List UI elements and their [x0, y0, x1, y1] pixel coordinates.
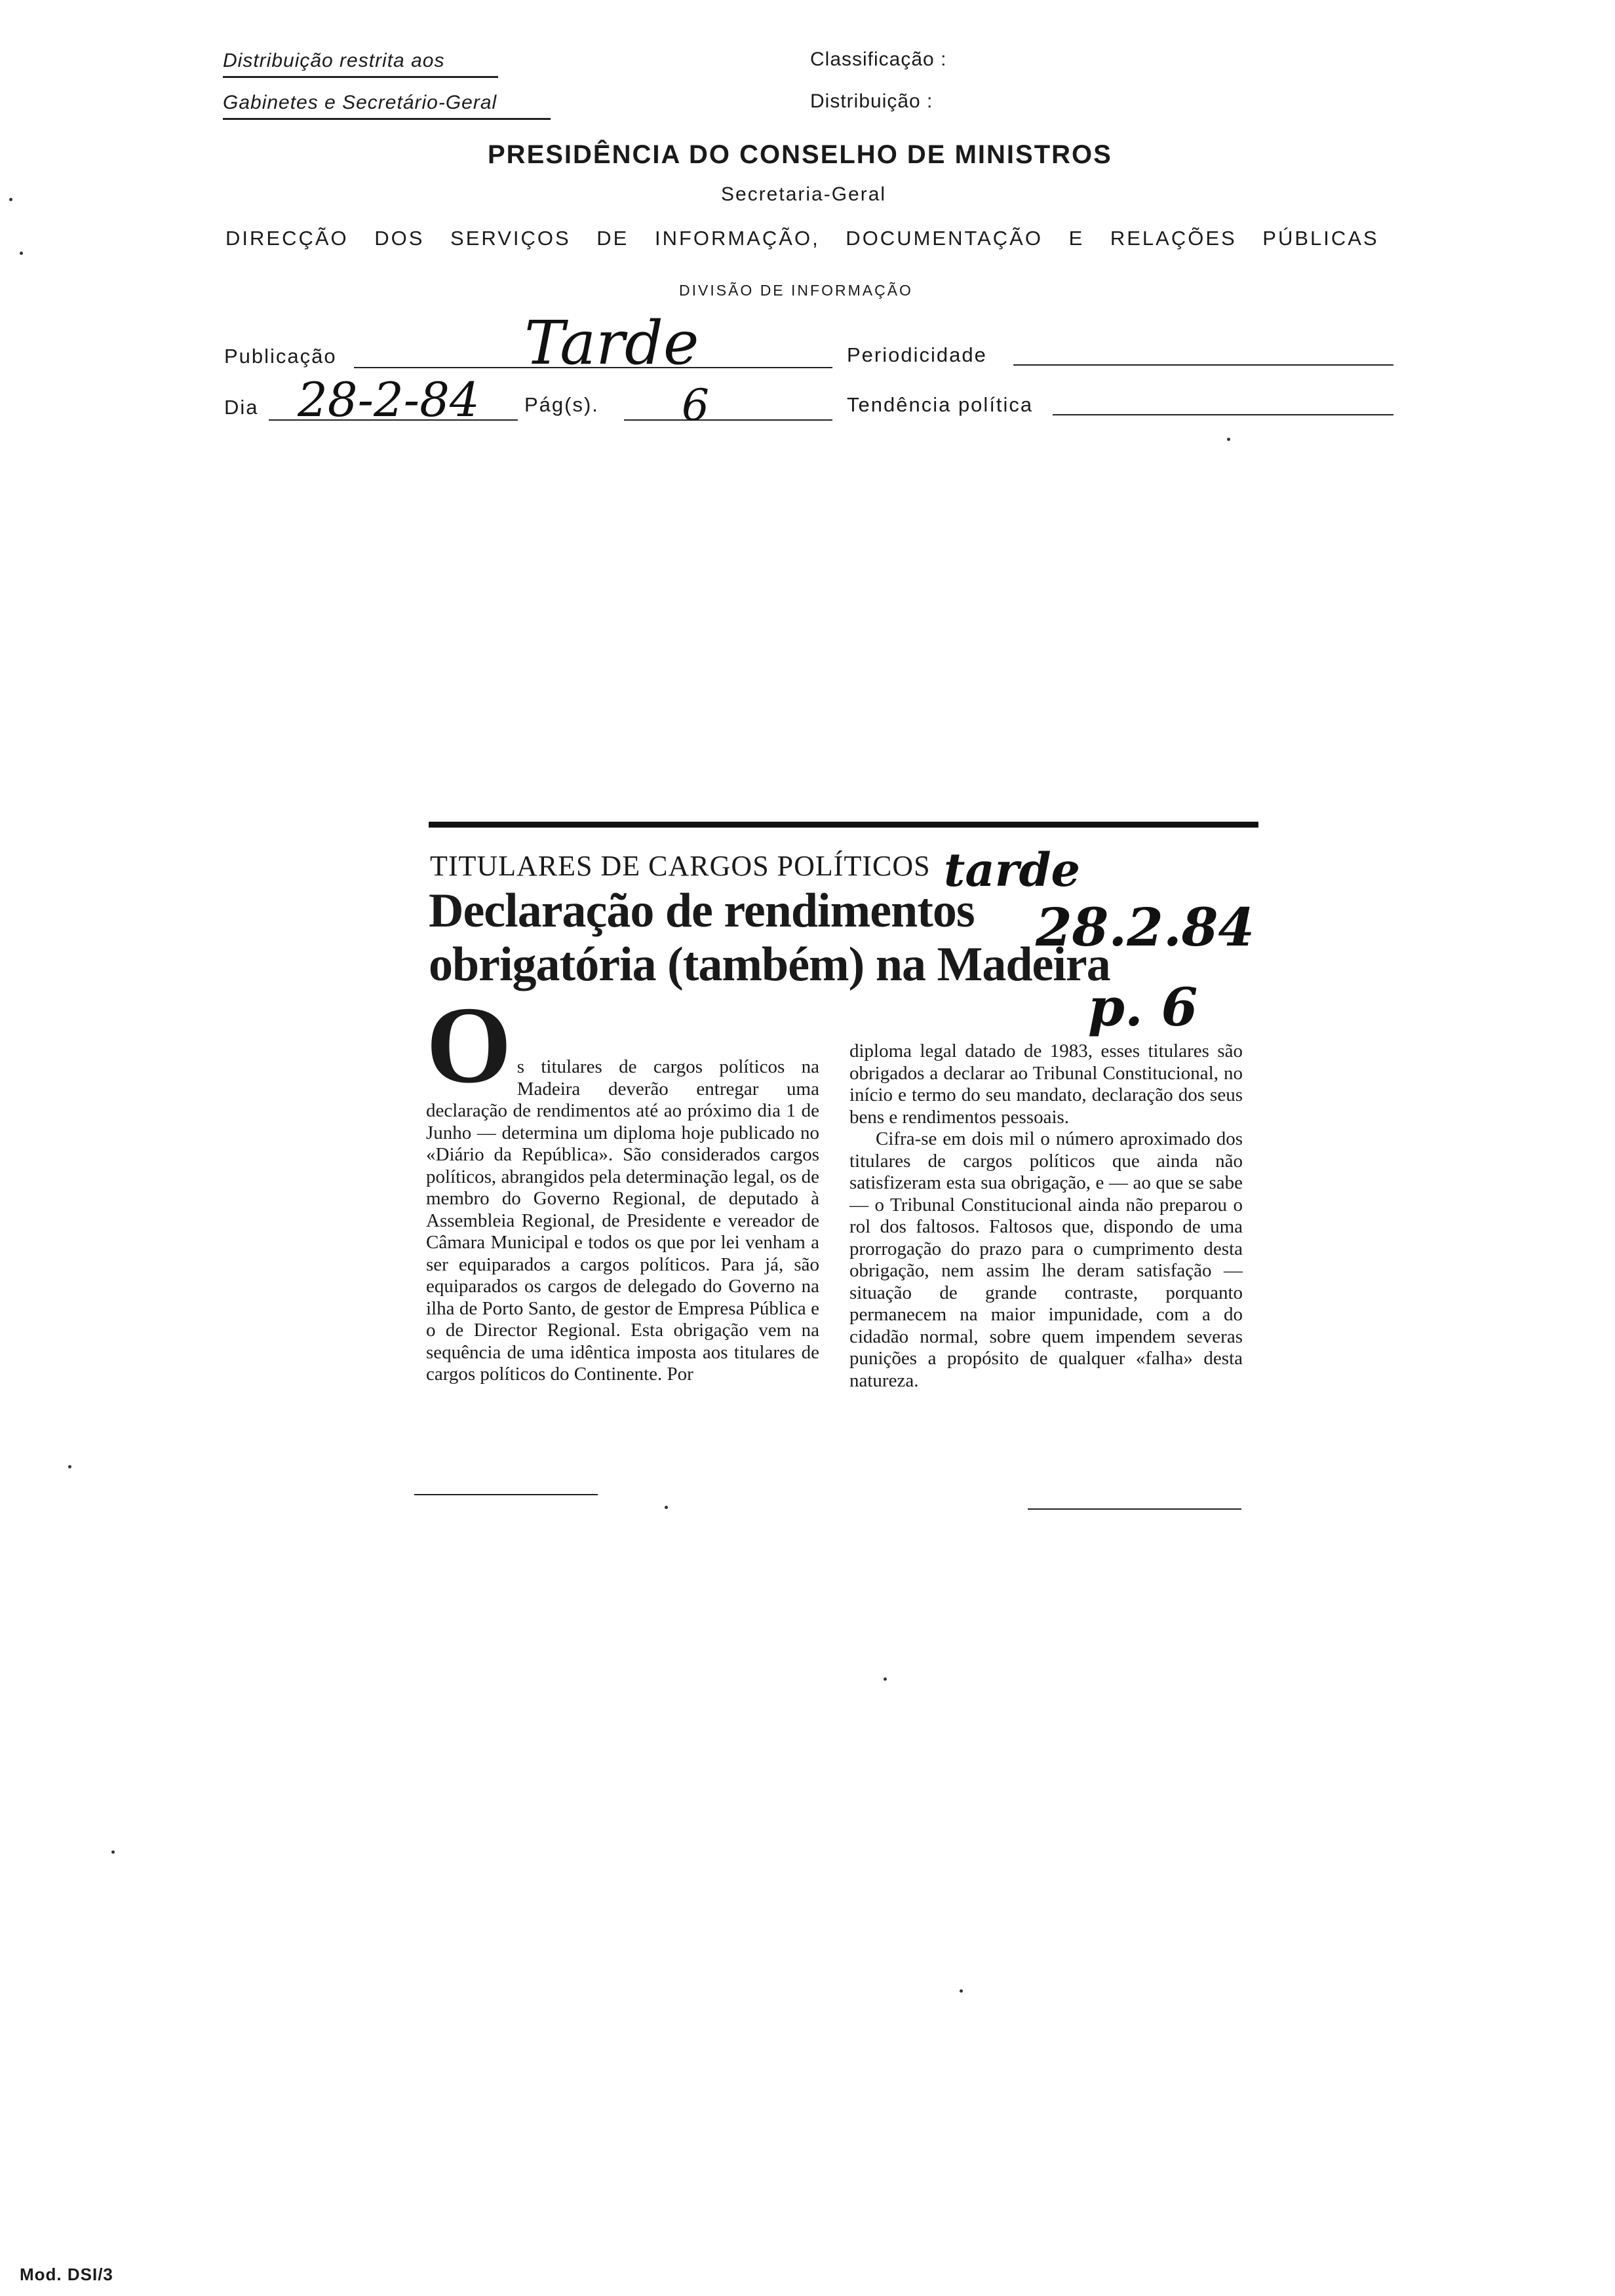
form-code: Mod. DSI/3	[20, 2265, 113, 2284]
column-1-end-rule	[414, 1494, 598, 1495]
article-column-1	[426, 984, 819, 1386]
speck	[20, 252, 23, 255]
speck	[665, 1506, 668, 1509]
speck	[68, 1465, 71, 1468]
dia-label: Dia	[224, 396, 259, 419]
speck	[884, 1677, 887, 1681]
secretaria-geral: Secretaria-Geral	[721, 183, 887, 205]
drop-cap: O	[426, 984, 512, 1106]
column-2-paragraph-1: diploma legal datado de 1983, esses titulares são obrigados a declarar ao Tribunal Constitucional, no início e termo do seu mandato, declaração dos seus bens e rendimentos pessoais.	[849, 1041, 1243, 1128]
column-2-end-rule	[1028, 1508, 1241, 1510]
classificacao-label: Classificação :	[810, 48, 947, 70]
annotation-publication: tarde	[944, 843, 1081, 897]
restricted-distribution-line2: Gabinetes e Secretário-Geral	[223, 92, 551, 120]
periodicidade-blank-line	[1013, 364, 1393, 366]
clipping-top-rule	[429, 822, 1258, 828]
speck	[111, 1850, 115, 1854]
section-kicker: TITULARES DE CARGOS POLÍTICOS	[430, 850, 931, 882]
publicacao-handwritten-value: Tarde	[524, 308, 699, 378]
restricted-distribution-line1: Distribuição restrita aos	[223, 50, 498, 78]
headline-line1: Declaração de rendimentos	[429, 884, 975, 938]
institution-title: PRESIDÊNCIA DO CONSELHO DE MINISTROS	[488, 140, 1112, 169]
speck	[9, 198, 12, 201]
division-line: DIVISÃO DE INFORMAÇÃO	[679, 282, 913, 299]
pags-handwritten-value: 6	[682, 380, 709, 430]
tendencia-label: Tendência política	[847, 393, 1034, 416]
tendencia-blank-line	[1053, 414, 1393, 415]
dia-handwritten-value: 28-2-84	[298, 372, 480, 427]
column-1-text: s titulares de cargos políticos na Madeira deverão entregar uma declaração de rendimentos até ao próximo dia 1 de Junho — determina um diploma hoje publicado no «Diário da República». São considerados cargos políticos, abrangidos pela determinação legal, os de membro do Governo Regional, de deputado à Assembleia Regional, de Presidente e vereador de Câmara Municipal e todos os que por lei venham a ser equiparados a cargos políticos. Para já, são equiparados os cargos de delegado do Governo na ilha de Porto Santo, de gestor de Empresa Pública e o de Director Regional. Esta obrigação vem na sequência de uma idêntica imposta aos titulares de cargos políticos do Continente. Por	[426, 1056, 819, 1385]
distribuicao-label: Distribuição :	[810, 90, 933, 112]
pags-blank-line	[624, 419, 832, 421]
headline-line2: obrigatória (também) na Madeira	[429, 938, 1110, 991]
periodicidade-label: Periodicidade	[847, 343, 987, 366]
directorate-line: DIRECÇÃO DOS SERVIÇOS DE INFORMAÇÃO, DOCUMENTAÇÃO E RELAÇÕES PÚBLICAS	[225, 227, 1379, 250]
pags-label: Pág(s).	[524, 393, 599, 416]
publicacao-label: Publicação	[224, 345, 337, 368]
article-column-2	[849, 1041, 1243, 1392]
speck	[1227, 438, 1230, 441]
annotation-date: 28.2.84	[1036, 896, 1255, 958]
column-2-paragraph-2: Cifra-se em dois mil o número aproximado dos titulares de cargos políticos que ainda não satisfizeram esta sua obrigação, e — ao que se sabe — o Tribunal Constitucional ainda não preparou o rol dos faltosos. Faltosos que, dispondo de uma prorrogação do prazo para o cumprimento desta obrigação, nem assim lhe deram satisfação — situação de grande contraste, porquanto permanecem na maior impunidade, com a do cidadão normal, sobre quem impendem severas punições a propósito de qualquer «falha» desta natureza.	[849, 1128, 1243, 1391]
annotation-page: p. 6	[1088, 976, 1198, 1038]
speck	[960, 1989, 963, 1993]
